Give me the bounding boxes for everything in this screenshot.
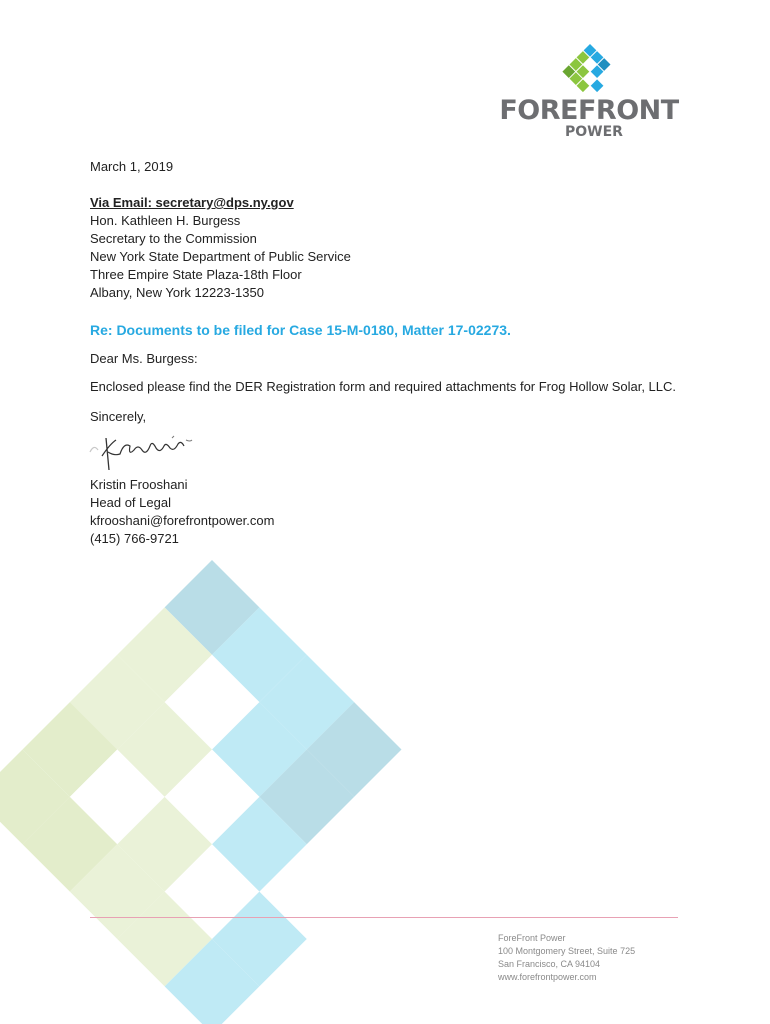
signatory-name: Kristin Frooshani: [90, 477, 188, 492]
footer-address: [498, 932, 635, 984]
footer-divider: [90, 917, 678, 918]
footer-company: ForeFront Power: [498, 933, 566, 943]
letter-date: March 1, 2019: [90, 159, 174, 174]
logo-brand-text: FOREFRONT: [499, 95, 679, 126]
closing: Sincerely,: [90, 409, 147, 424]
footer-city: San Francisco, CA 94104: [498, 959, 601, 969]
signatory-email[interactable]: kfrooshani@forefrontpower.com: [90, 513, 275, 528]
handwritten-signature: [86, 430, 196, 472]
letter-body: [90, 158, 710, 548]
via-email-line[interactable]: Via Email: secretary@dps.ny.gov: [90, 195, 294, 210]
logo-sub-text: POWER: [565, 124, 623, 140]
footer-street: 100 Montgomery Street, Suite 725: [498, 946, 636, 956]
recipient-city: Albany, New York 12223-1350: [90, 285, 264, 300]
recipient-title: Secretary to the Commission: [90, 231, 257, 246]
logo-diamond-icon: [560, 44, 620, 96]
footer-website[interactable]: www.forefrontpower.com: [498, 972, 597, 982]
signatory-title: Head of Legal: [90, 495, 171, 510]
recipient-department: New York State Department of Public Service: [90, 249, 351, 264]
forefront-power-logo: [496, 44, 686, 144]
recipient-street: Three Empire State Plaza-18th Floor: [90, 267, 302, 282]
body-paragraph: Enclosed please find the DER Registration form and required attachments for Frog Hollow Solar, LLC.: [90, 379, 677, 394]
signatory-phone: (415) 766-9721: [90, 531, 179, 546]
recipient-name: Hon. Kathleen H. Burgess: [90, 213, 241, 228]
salutation: Dear Ms. Burgess:: [90, 351, 198, 366]
subject-line: Re: Documents to be filed for Case 15-M-0180, Matter 17-02273.: [90, 322, 511, 338]
